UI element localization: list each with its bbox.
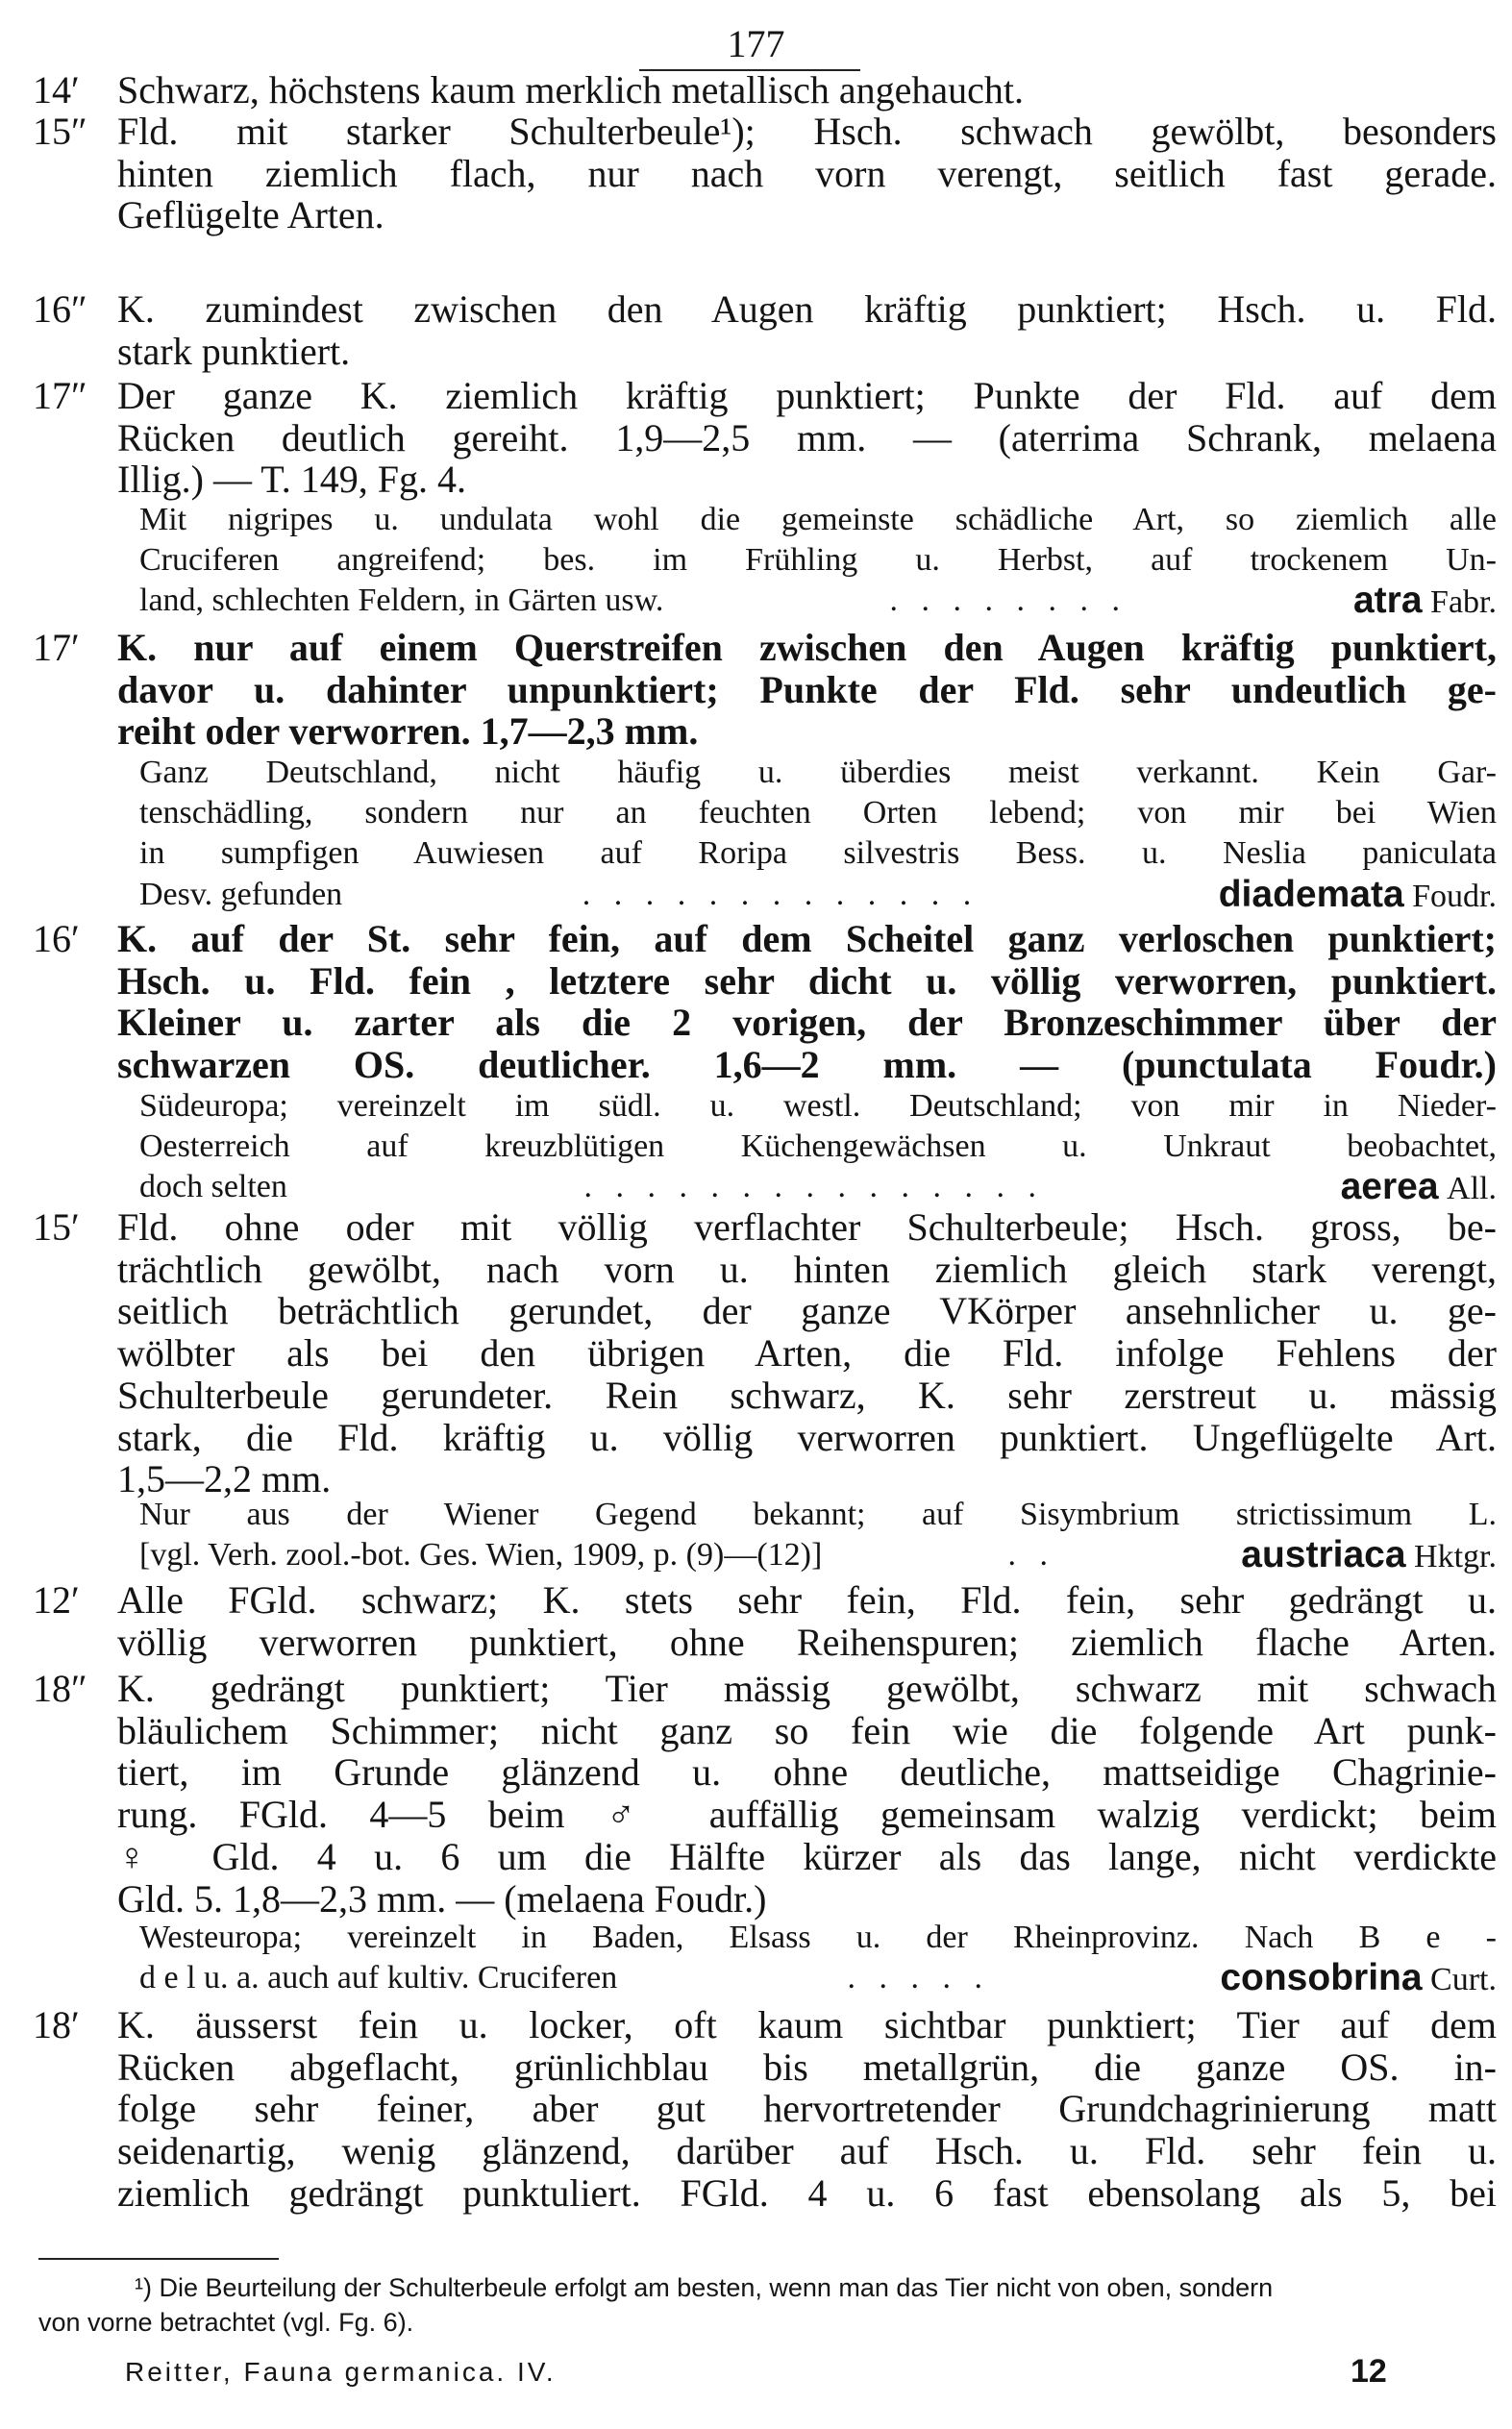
key-entry <box>33 374 1497 502</box>
species-author: All. <box>1447 1171 1497 1207</box>
species-author: Fabr. <box>1430 584 1497 621</box>
entry-line: K. auf der St. sehr fein, auf dem Scheitel ganz verloschen punktiert; <box>117 917 1497 960</box>
entry-line: seitlich beträchtlich gerundet, der ganze VKörper ansehnlicher u. ge- <box>117 1289 1497 1333</box>
habitat-note <box>139 1918 1497 2000</box>
entry-line: tiert, im Grunde glänzend u. ohne deutliche, mattseidige Chagrinie- <box>117 1750 1497 1795</box>
entry-line: Kleiner u. zarter als die 2 vorigen, der Bronzeschimmer über der <box>117 1001 1497 1045</box>
entry-line: Hsch. u. Fld. fein , letztere sehr dicht u. völlig verworren, punktiert. <box>117 958 1497 1003</box>
species-name: diademata <box>1218 873 1404 915</box>
leader-dots: . . . . . . . . <box>889 582 1128 619</box>
entry-line: rung. FGld. 4—5 beim ♂ auffällig gemeinsam walzig verdickt; beim <box>117 1793 1497 1837</box>
entry-line: Alle FGld. schwarz; K. stets sehr fein, Fld. fein, sehr gedrängt u. <box>117 1578 1497 1622</box>
note-last-line <box>139 1167 1497 1209</box>
footnote <box>38 2270 1495 2340</box>
note-line: Ganz Deutschland, nicht häufig u. überdies meist verkannt. Kein Gar- <box>139 755 1497 790</box>
entry-line: folge sehr feiner, aber gut hervortretender Grundchagrinierung matt <box>117 2087 1497 2131</box>
note-line: Südeuropa; vereinzelt im südl. u. westl. Deutschland; von mir in Nieder- <box>139 1088 1497 1124</box>
sheet-number: 12 <box>1351 2353 1387 2390</box>
species-author: Curt. <box>1430 1962 1497 1998</box>
entry-line: schwarzen OS. deutlicher. 1,6—2 mm. — (punctulata Foudr.) <box>117 1043 1497 1087</box>
entry-line: stark punktiert. <box>117 329 351 373</box>
note-line: Mit nigripes u. undulata wohl die gemeinste schädliche Art, so ziemlich alle <box>139 502 1497 537</box>
note-line: Westeuropa; vereinzelt in Baden, Elsass u. der Rheinprovinz. Nach B e - <box>139 1920 1497 1955</box>
species-name: consobrina <box>1220 1957 1423 1999</box>
entry-line: Fld. mit starker Schulterbeule¹); Hsch. schwach gewölbt, besonders <box>117 110 1497 153</box>
entry-line: K. nur auf einem Querstreifen zwischen den Augen kräftig punktiert, <box>117 626 1497 669</box>
entry-line: 1,5—2,2 mm. <box>117 1457 332 1501</box>
key-number: 18″ <box>33 1667 87 1710</box>
key-entry <box>33 68 1497 112</box>
entry-line: reiht oder verworren. 1,7—2,3 mm. <box>117 709 699 754</box>
footer-signature: Reitter, Fauna germanica. IV. <box>125 2357 557 2387</box>
entry-line: davor u. dahinter unpunktiert; Punkte der Fld. sehr undeutlich ge- <box>117 667 1497 711</box>
habitat-note <box>139 500 1497 624</box>
footnote-line: von vorne betrachtet (vgl. Fg. 6). <box>38 2308 414 2337</box>
entry-line: Geflügelte Arten. <box>117 193 384 237</box>
key-entry <box>33 1578 1497 1664</box>
entry-line: völlig verworren punktiert, ohne Reihenspuren; ziemlich flache Arten. <box>117 1620 1497 1664</box>
note-line: Oesterreich auf kreuzblütigen Küchengewächsen u. Unkraut beobachtet, <box>139 1128 1497 1165</box>
key-entry <box>33 1205 1497 1501</box>
key-number: 15′ <box>33 1205 80 1249</box>
key-number: 17′ <box>33 626 80 669</box>
entry-line: ziemlich gedrängt punktuliert. FGld. 4 u. 6 fast ebensolang als 5, bei <box>117 2170 1497 2215</box>
habitat-note <box>139 1495 1497 1577</box>
species-name: atra <box>1352 580 1423 622</box>
note-line: [vgl. Verh. zool.-bot. Ges. Wien, 1909, p. (9)—(12)] <box>139 1537 823 1574</box>
note-last-line <box>139 1958 1497 2000</box>
entry-line: Fld. ohne oder mit völlig verflachter Schulterbeule; Hsch. gross, be- <box>117 1205 1497 1249</box>
species-name: aerea <box>1340 1166 1439 1208</box>
entry-line: hinten ziemlich flach, nur nach vorn verengt, seitlich fast gerade. <box>117 151 1497 195</box>
key-number: 15″ <box>33 110 87 153</box>
note-last-line <box>139 1535 1497 1577</box>
key-number: 18′ <box>33 2003 80 2046</box>
habitat-note <box>139 1086 1497 1210</box>
key-entry <box>33 917 1497 1087</box>
entry-line: bläulichem Schimmer; nicht ganz so fein wie die folgende Art punk- <box>117 1708 1497 1752</box>
note-line: Cruciferen angreifend; bes. im Frühling u. Herbst, auf trockenem Un- <box>139 542 1497 579</box>
key-number: 14′ <box>33 68 80 112</box>
note-line: tenschädling, sondern nur an feuchten Orten lebend; von mir bei Wien <box>139 795 1497 831</box>
habitat-note <box>139 753 1497 917</box>
key-entry <box>33 287 1497 373</box>
species-author: Foudr. <box>1412 878 1497 914</box>
key-number: 17″ <box>33 374 87 417</box>
entry-line: K. gedrängt punktiert; Tier mässig gewölbt, schwarz mit schwach <box>117 1667 1497 1710</box>
entry-line: K. zumindest zwischen den Augen kräftig punktiert; Hsch. u. Fld. <box>117 287 1497 331</box>
note-last-line <box>139 875 1497 917</box>
note-line: Desv. gefunden <box>139 876 343 912</box>
leader-dots: . . . . . . . . . . . . . . . <box>583 1169 1044 1205</box>
entry-line: Illig.) — T. 149, Fg. 4. <box>117 458 466 502</box>
key-entry <box>33 1667 1497 1921</box>
key-entry <box>33 2003 1497 2215</box>
entry-line: trächtlich gewölbt, nach vorn u. hinten ziemlich gleich stark verengt, <box>117 1247 1497 1291</box>
entry-line: ♀ Gld. 4 u. 6 um die Hälfte kürzer als das lange, nicht verdickte <box>117 1834 1497 1878</box>
key-number: 12′ <box>33 1578 80 1622</box>
entry-line: Schulterbeule gerundeter. Rein schwarz, K. sehr zerstreut u. mässig <box>117 1373 1497 1417</box>
leader-dots: . . . . . <box>847 1960 991 1996</box>
key-entry <box>33 110 1497 237</box>
note-line: in sumpfigen Auwiesen auf Roripa silvestris Bess. u. Neslia paniculata <box>139 835 1497 872</box>
footnote-rule <box>38 2258 279 2260</box>
species-name: austriaca <box>1241 1534 1406 1576</box>
entry-line: stark, die Fld. kräftig u. völlig verworren punktiert. Ungeflügelte Art. <box>117 1415 1497 1459</box>
note-line: Nur aus der Wiener Gegend bekannt; auf Sisymbrium strictissimum L. <box>139 1497 1497 1532</box>
key-number: 16′ <box>33 917 80 960</box>
entry-line: Schwarz, höchstens kaum merklich metallisch angehaucht. <box>117 68 1025 112</box>
entry-line: Gld. 5. 1,8—2,3 mm. — (melaena Foudr.) <box>117 1876 767 1921</box>
entry-line: wölbter als bei den übrigen Arten, die Fld. infolge Fehlens der <box>117 1331 1497 1376</box>
note-line: land, schlechten Feldern, in Gärten usw. <box>139 582 664 619</box>
note-line: doch selten <box>139 1169 287 1205</box>
entry-line: Der ganze K. ziemlich kräftig punktiert; Punkte der Fld. auf dem <box>117 374 1497 417</box>
note-last-line <box>139 581 1497 623</box>
footnote-line: ¹) Die Beurteilung der Schulterbeule erfolgt am besten, wenn man das Tier nicht von oben, sondern <box>135 2273 1274 2302</box>
note-line: d e l u. a. auch auf kultiv. Cruciferen <box>139 1960 618 1996</box>
entry-line: K. äusserst fein u. locker, oft kaum sichtbar punktiert; Tier auf dem <box>117 2003 1497 2046</box>
leader-dots: . . . . . . . . . . . . . <box>582 876 979 912</box>
entry-line: seidenartig, wenig glänzend, darüber auf Hsch. u. Fld. sehr fein u. <box>117 2129 1497 2173</box>
key-entry <box>33 626 1497 754</box>
entry-line: Rücken abgeflacht, grünlichblau bis metallgrün, die ganze OS. in- <box>117 2045 1497 2089</box>
leader-dots: . . <box>1007 1537 1056 1574</box>
entry-line: Rücken deutlich gereiht. 1,9—2,5 mm. — (aterrima Schrank, melaena <box>117 415 1497 459</box>
species-author: Hktgr. <box>1414 1539 1497 1575</box>
key-number: 16″ <box>33 287 87 331</box>
page-number: 177 <box>727 22 785 65</box>
